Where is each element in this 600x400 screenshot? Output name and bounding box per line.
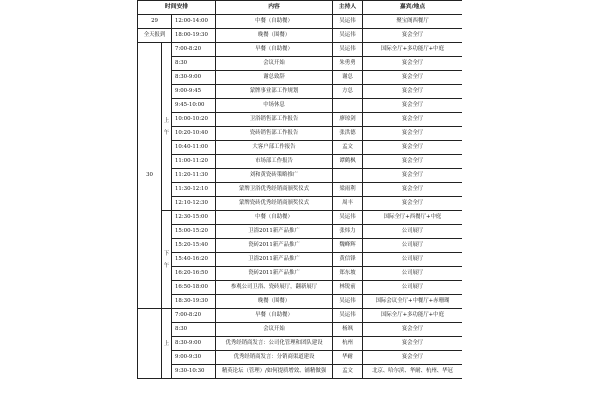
table-row [138,127,463,141]
time-cell: 16:20-16:50 [172,267,216,281]
host-cell: 吴运伟 [333,309,363,323]
content-cell: 刘和黄瓷砖策略推广 [216,169,333,183]
venue-cell: 宴会全厅 [363,337,463,351]
content-cell: 瓷砖销售部工作报告 [216,127,333,141]
venue-cell: 宴会全厅 [363,351,463,365]
venue-cell: 宴会全厅 [363,155,463,169]
period-char: 上 [163,117,170,124]
host-cell: 梁雨利 [333,183,363,197]
venue-cell: 宴会全厅 [363,323,463,337]
content-cell: 会议开始 [216,57,333,71]
content-cell: 蒙牌瓷砖优秀经销商颁奖仪式 [216,197,333,211]
table-row [138,155,463,169]
venue-cell: 宴会全厅 [363,99,463,113]
host-cell: 林锐前 [333,281,363,295]
content-cell: 瓷砖2011新产品推广 [216,239,333,253]
table-row [138,113,463,127]
table-row [138,57,463,71]
venue-cell: 宴会全厅 [363,29,463,43]
venue-cell: 国际全厅+西餐厅+中庭 [363,211,463,225]
table-row [138,211,463,225]
content-cell: 精英论坛（管理）/如何提质增效、铺精做强 [216,365,333,379]
venue-cell: 国际全厅+多功能厅+中庭 [363,43,463,57]
report-cell: 全天报到 [138,29,172,43]
time-cell: 12:10-12:30 [172,197,216,211]
time-cell: 18:00-19:30 [172,29,216,43]
content-cell: 优秀经销商发言：公司化管理和团队建设 [216,337,333,351]
day-31-cell [138,309,162,379]
table-row [138,351,463,365]
header-venue: 嘉宾/地点 [363,1,463,15]
table-row [138,323,463,337]
time-cell: 10:40-11:00 [172,141,216,155]
host-cell: 廖琼剑 [333,113,363,127]
time-cell: 15:40-16:20 [172,253,216,267]
table-row [138,197,463,211]
venue-cell: 公司展厅 [363,225,463,239]
time-cell: 8:30-9:00 [172,337,216,351]
time-cell: 9:30-10:30 [172,365,216,379]
time-cell: 8:30-9:00 [172,71,216,85]
table-row [138,309,463,323]
host-cell: 孟文 [333,141,363,155]
host-cell: 吴运伟 [333,29,363,43]
time-cell: 11:30-12:10 [172,183,216,197]
day-29-cell: 29 [138,15,172,29]
host-cell: 吴运伟 [333,211,363,225]
period-morning-30 [162,43,172,211]
time-cell: 10:00-10:20 [172,113,216,127]
venue-cell: 宴会全厅 [363,71,463,85]
host-cell: 周丰 [333,197,363,211]
time-cell: 11:20-11:30 [172,169,216,183]
venue-cell: 宴会全厅 [363,57,463,71]
time-cell: 9:00-9:45 [172,85,216,99]
time-cell: 9:45-10:00 [172,99,216,113]
time-cell: 18:30-19:30 [172,295,216,309]
header-host: 主持人 [333,1,363,15]
venue-cell: 公司展厅 [363,253,463,267]
content-cell: 早餐（自助餐） [216,43,333,57]
day-30-cell: 30 [138,43,162,309]
content-cell: 会议开始 [216,323,333,337]
table-row [138,99,463,113]
host-cell: 杭州 [333,337,363,351]
content-cell: 参观公司卫浴、瓷砖展厅，翻新展厅 [216,281,333,295]
table-row [138,365,463,379]
venue-cell: 宴会全厅 [363,169,463,183]
table-row [138,29,463,43]
venue-cell: 宴会全厅 [363,85,463,99]
host-cell: 方总 [333,85,363,99]
table-row [138,337,463,351]
venue-cell: 国际会议全厅+中餐厅+赤珊瑚 [363,295,463,309]
period-afternoon-30 [162,211,172,309]
period-char: 下 [163,250,170,257]
content-cell: 谢总致辞 [216,71,333,85]
content-cell: 卫浴2011新产品推广 [216,225,333,239]
venue-cell: 聚宝阁西餐厅 [363,15,463,29]
time-cell: 8:30 [172,323,216,337]
content-cell: 中餐（自助餐） [216,15,333,29]
table-row [138,239,463,253]
host-cell: 华耐 [333,351,363,365]
venue-cell: 宴会全厅 [363,127,463,141]
time-cell: 9:00-9:30 [172,351,216,365]
host-cell: 杨飒 [333,323,363,337]
content-cell: 卫浴2011新产品推广 [216,253,333,267]
time-cell: 7:00-8:20 [172,43,216,57]
content-cell: 晚餐（围餐） [216,295,333,309]
content-cell: 卫浴销售部工作报告 [216,113,333,127]
host-cell: 张炜力 [333,225,363,239]
host-cell [333,169,363,183]
host-cell: 谭鹤枫 [333,155,363,169]
schedule-sheet [137,0,462,400]
content-cell: 蒙牌事业部工作规划 [216,85,333,99]
content-cell: 蒙牌卫浴优秀经销商颁奖仪式 [216,183,333,197]
host-cell: 吴运伟 [333,15,363,29]
venue-cell: 宴会全厅 [363,113,463,127]
table-row [138,281,463,295]
content-cell: 大客户部工作报告 [216,141,333,155]
time-cell: 12:00-14:00 [172,15,216,29]
table-row [138,141,463,155]
header-row [138,1,463,15]
venue-cell: 公司展厅 [363,281,463,295]
host-cell [333,99,363,113]
time-cell: 15:20-15:40 [172,239,216,253]
time-cell: 11:00-11:20 [172,155,216,169]
table-row [138,267,463,281]
table-row [138,295,463,309]
schedule-table [137,0,462,379]
host-cell: 黄信锋 [333,253,363,267]
period-morning-31 [162,309,172,379]
host-cell: 朱勇勇 [333,57,363,71]
host-cell: 谢总 [333,71,363,85]
table-row [138,183,463,197]
time-cell: 10:20-10:40 [172,127,216,141]
time-cell: 16:50-18:00 [172,281,216,295]
host-cell: 吴运伟 [333,43,363,57]
content-cell: 中餐（自助餐） [216,211,333,225]
content-cell: 早餐（自助餐） [216,309,333,323]
venue-cell: 宴会全厅 [363,141,463,155]
table-row [138,253,463,267]
header-content: 内容 [216,1,333,15]
host-cell: 孟文 [333,365,363,379]
table-row [138,85,463,99]
period-char: 午 [163,129,170,136]
time-cell: 8:30 [172,57,216,71]
content-cell: 晚餐（围餐） [216,29,333,43]
content-cell: 市场部工作报告 [216,155,333,169]
table-row [138,225,463,239]
table-row [138,71,463,85]
host-cell: 吴运伟 [333,295,363,309]
content-cell: 优秀经销商发言：分销商渠道建设 [216,351,333,365]
time-cell: 12:30-15:00 [172,211,216,225]
venue-cell: 宴会全厅 [363,183,463,197]
time-cell: 7:00-8:20 [172,309,216,323]
period-char: 上 [163,340,170,347]
header-time: 时间安排 [138,1,216,15]
content-cell: 中场休息 [216,99,333,113]
time-cell: 15:00-15:20 [172,225,216,239]
period-char: 午 [163,262,170,269]
table-row [138,43,463,57]
host-cell: 魏峰辉 [333,239,363,253]
venue-cell: 公司展厅 [363,267,463,281]
host-cell: 郑东坡 [333,267,363,281]
table-row [138,169,463,183]
venue-cell: 公司展厅 [363,239,463,253]
content-cell: 瓷砖2011新产品推广 [216,267,333,281]
venue-cell: 国际全厅+多功能厅+中庭 [363,309,463,323]
venue-cell: 宴会全厅 [363,197,463,211]
host-cell: 张洪德 [333,127,363,141]
table-row [138,15,463,29]
venue-cell: 北京、哈尔滨、华耐、杭州、华冠 [363,365,463,379]
